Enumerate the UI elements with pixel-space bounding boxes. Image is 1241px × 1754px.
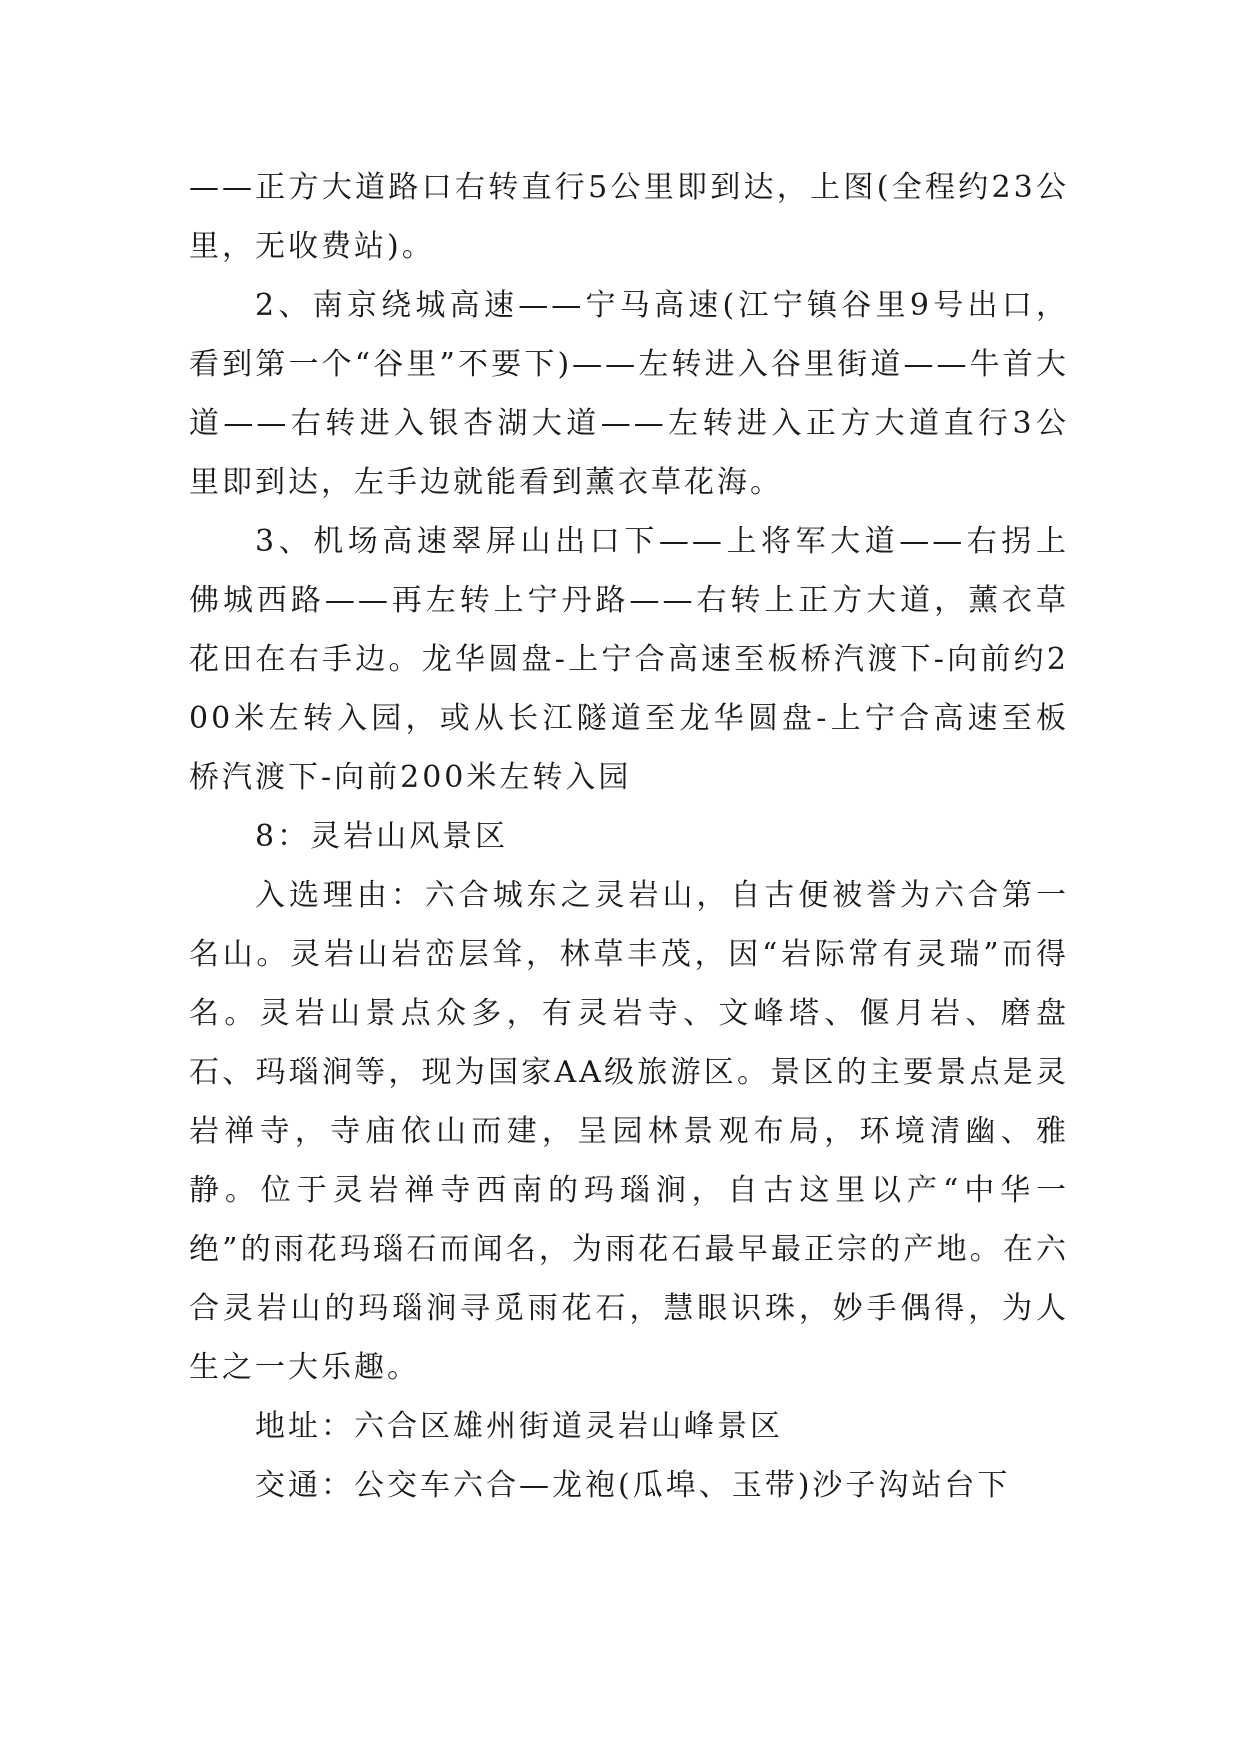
paragraph-route-1-continued: ——正方大道路口右转直行5公里即到达，上图(全程约23公里，无收费站)。	[189, 170, 1069, 264]
paragraph-route-2: 2、南京绕城高速——宁马高速(江宁镇谷里9号出口，看到第一个“谷里”不要下)——左转进入谷里街道——牛首大道——右转进入银杏湖大道——左转进入正方大道直行3公里即到达，左手边就能看到薰衣草花海。	[189, 288, 1069, 500]
paragraph-route-3: 3、机场高速翠屏山出口下——上将军大道——右拐上佛城西路——再左转上宁丹路——右转上正方大道，薰衣草花田在右手边。龙华圆盘-上宁合高速至板桥汽渡下-向前约200米左转入园，或从长江隧道至龙华圆盘-上宁合高速至板桥汽渡下-向前200米左转入园	[189, 524, 1069, 795]
paragraph-section-8-address: 地址：六合区雄州街道灵岩山峰景区	[255, 1409, 783, 1444]
paragraph-section-8-reason: 入选理由：六合城东之灵岩山，自古便被誉为六合第一名山。灵岩山岩峦层耸，林草丰茂，因“岩际常有灵瑞”而得名。灵岩山景点众多，有灵岩寺、文峰塔、偃月岩、磨盘石、玛瑙涧等，现为国家AA级旅游区。景区的主要景点是灵岩禅寺，寺庙依山而建，呈园林景观布局，环境清幽、雅静。位于灵岩禅寺西南的玛瑙涧，自古这里以产“中华一绝”的雨花玛瑙石而闻名，为雨花石最早最正宗的产地。在六合灵岩山的玛瑙涧寻觅雨花石，慧眼识珠，妙手偶得，为人生之一大乐趣。	[189, 878, 1069, 1385]
paragraph-section-8-transport: 交通：公交车六合—龙袍(瓜埠、玉带)沙子沟站台下	[255, 1468, 1011, 1503]
section-8-heading: 8：灵岩山风景区	[255, 819, 509, 854]
document-page	[189, 158, 1069, 1515]
